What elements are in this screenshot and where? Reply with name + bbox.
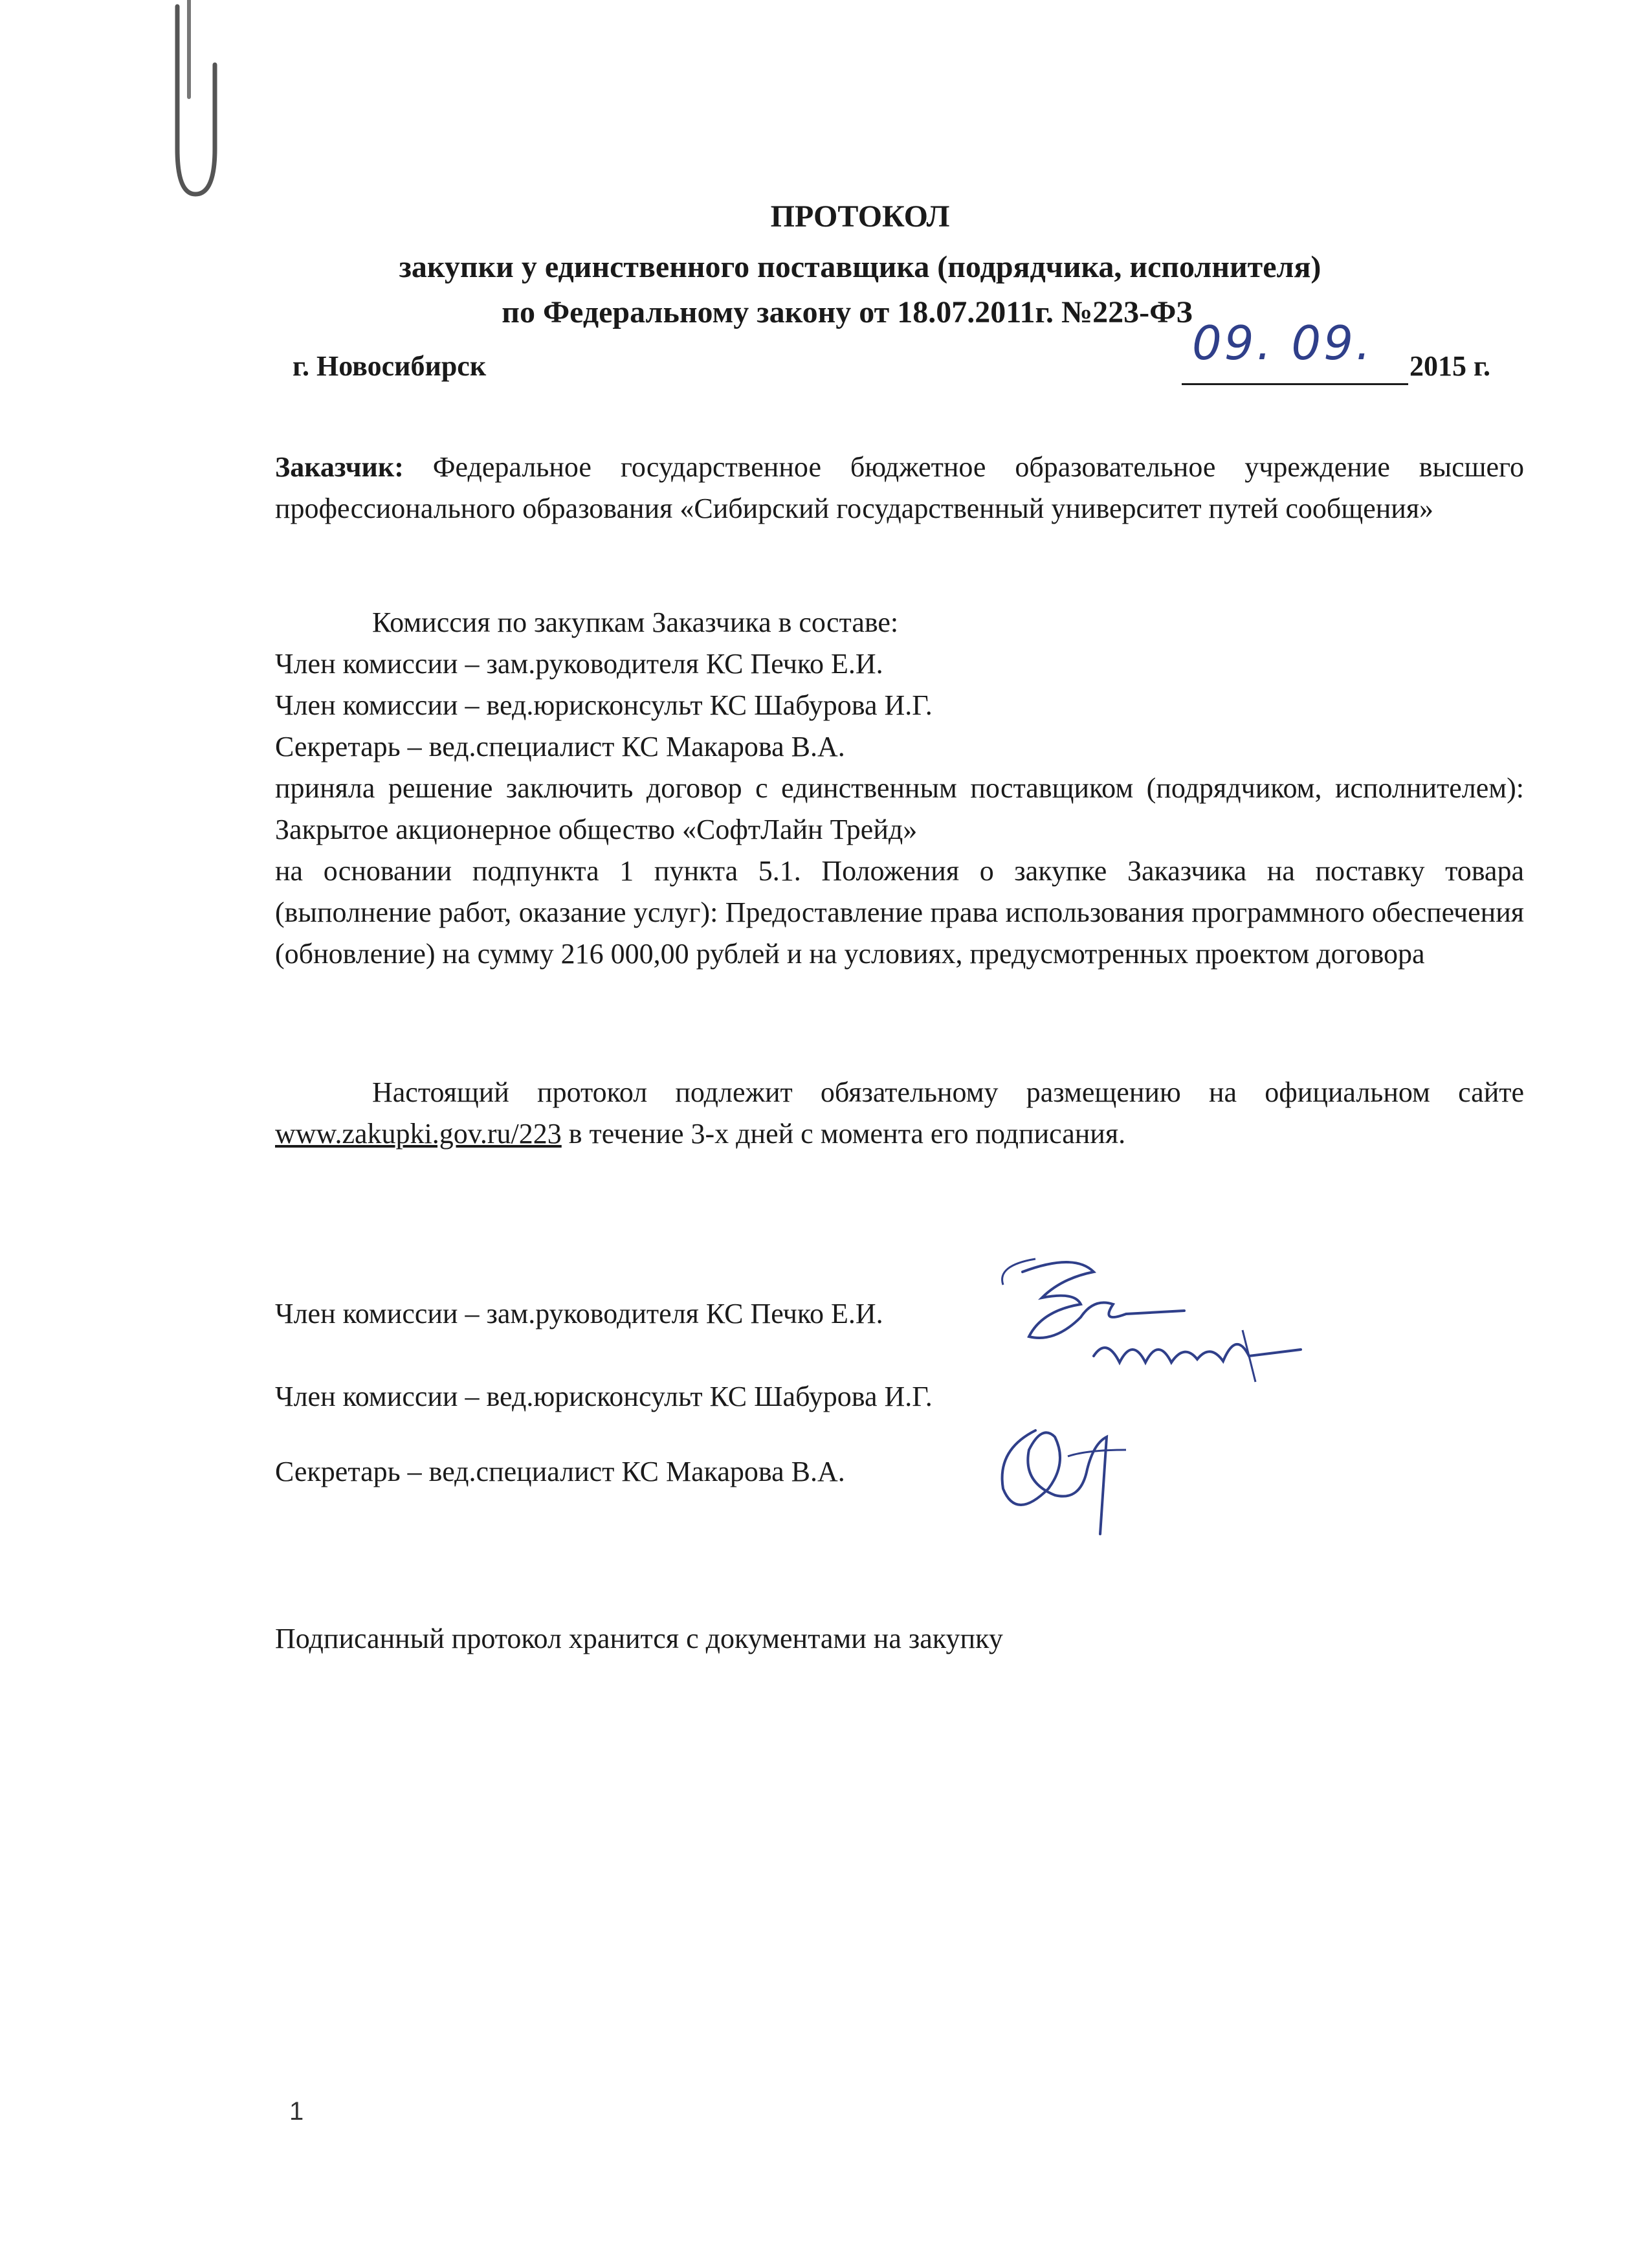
commission-member: Член комиссии – зам.руководителя КС Печко Е.И. — [275, 648, 883, 680]
document-subtitle: закупки у единственного поставщика (подрядчика, исполнителя) — [399, 250, 1321, 284]
signature-line: Член комиссии – вед.юрисконсульт КС Шабурова И.Г. — [275, 1381, 933, 1412]
commission-intro: Комиссия по закупкам Заказчика в составе: — [372, 606, 899, 638]
page-number: 1 — [289, 2097, 304, 2126]
publication-text-end: в течение 3-х дней с момента его подписания. — [561, 1118, 1126, 1150]
signature-line: Секретарь – вед.специалист КС Макарова В.А. — [275, 1456, 845, 1487]
signature-makarova — [977, 1411, 1145, 1540]
publication-text: Настоящий протокол подлежит обязательному размещению на официальном сайте — [372, 1076, 1524, 1108]
signature-shaburova — [1087, 1324, 1307, 1401]
decision-basis: на основании подпункта 1 пункта 5.1. Положения о закупке Заказчика на поставку товара (выполнение работ, оказание услуг): Предоставление права использования программного обеспечения (обновление) на сумму 216 000,00 рублей и на условиях, предусмотренных проектом договора — [275, 855, 1524, 970]
paperclip-icon — [163, 0, 228, 207]
decision-text: приняла решение заключить договор с единственным поставщиком (подрядчиком, исполнителем): Закрытое акционерное общество «СофтЛайн Трейд» — [275, 772, 1524, 845]
date-year: 2015 г. — [1409, 350, 1491, 382]
zakupki-link[interactable]: www.zakupki.gov.ru/223 — [275, 1118, 562, 1150]
city: г. Новосибирск — [293, 350, 487, 382]
publication-paragraph — [275, 1072, 1524, 1155]
customer-label: Заказчик: — [275, 451, 404, 483]
commission-member: Секретарь – вед.специалист КС Макарова В.А. — [275, 731, 845, 762]
customer-text: Федеральное государственное бюджетное образовательное учреждение высшего профессионального образования «Сибирский государственный университет путей сообщения» — [275, 451, 1524, 524]
commission-member: Член комиссии – вед.юрисконсульт КС Шабурова И.Г. — [275, 689, 933, 721]
law-reference: по Федеральному закону от 18.07.2011г. №223-ФЗ — [502, 295, 1193, 329]
storage-note: Подписанный протокол хранится с документами на закупку — [275, 1623, 1003, 1654]
customer-paragraph — [275, 447, 1524, 529]
signature-line: Член комиссии – зам.руководителя КС Печко Е.И. — [275, 1298, 883, 1329]
document-title: ПРОТОКОЛ — [770, 199, 950, 234]
handwritten-date: 09. 09. — [1192, 316, 1373, 370]
